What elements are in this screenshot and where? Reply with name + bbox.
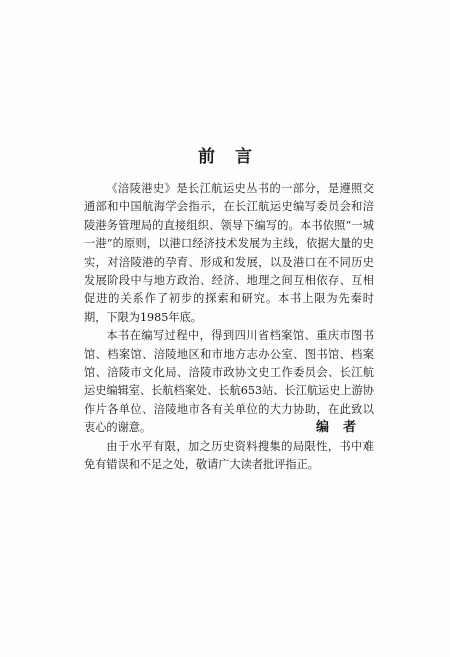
author-signature: 编者: [316, 420, 371, 435]
paragraph-2: 本书在编写过程中，得到四川省档案馆、重庆市图书馆、档案馆、涪陵地区和市地方志办公室、图书馆、档案馆、涪陵市文化局、涪陵市政协文史工作委员会、长江航运史编辑室、长航档案处、长航653站、长江航运史上游协作片各单位、涪陵地市各有关单位的大力协助，在此致以衷心的谢意。: [84, 329, 374, 435]
paragraph-3: 由于水平有限，加之历史资料搜集的局限性，书中难免有错误和不足之处，敬请广大读者批评指正。: [84, 439, 374, 472]
paragraph-1: 《涪陵港史》是长江航运史丛书的一部分，是遵照交通部和中国航海学会指示，在长江航运史编写委员会和涪陵港务管理局的直接组织、领导下编写的。本书依照“一城一港”的原则，以港口经济技术发展为主线，依据大量的史实，对涪陵港的孕育、形成和发展，以及港口在不同历史发展阶段中与地方政治、经济、地理之间互相依存、互相促进的关系作了初步的探索和研究。本书上限为先秦时期，下限为1985年底。: [84, 182, 374, 324]
page-title: 前言: [198, 147, 272, 167]
